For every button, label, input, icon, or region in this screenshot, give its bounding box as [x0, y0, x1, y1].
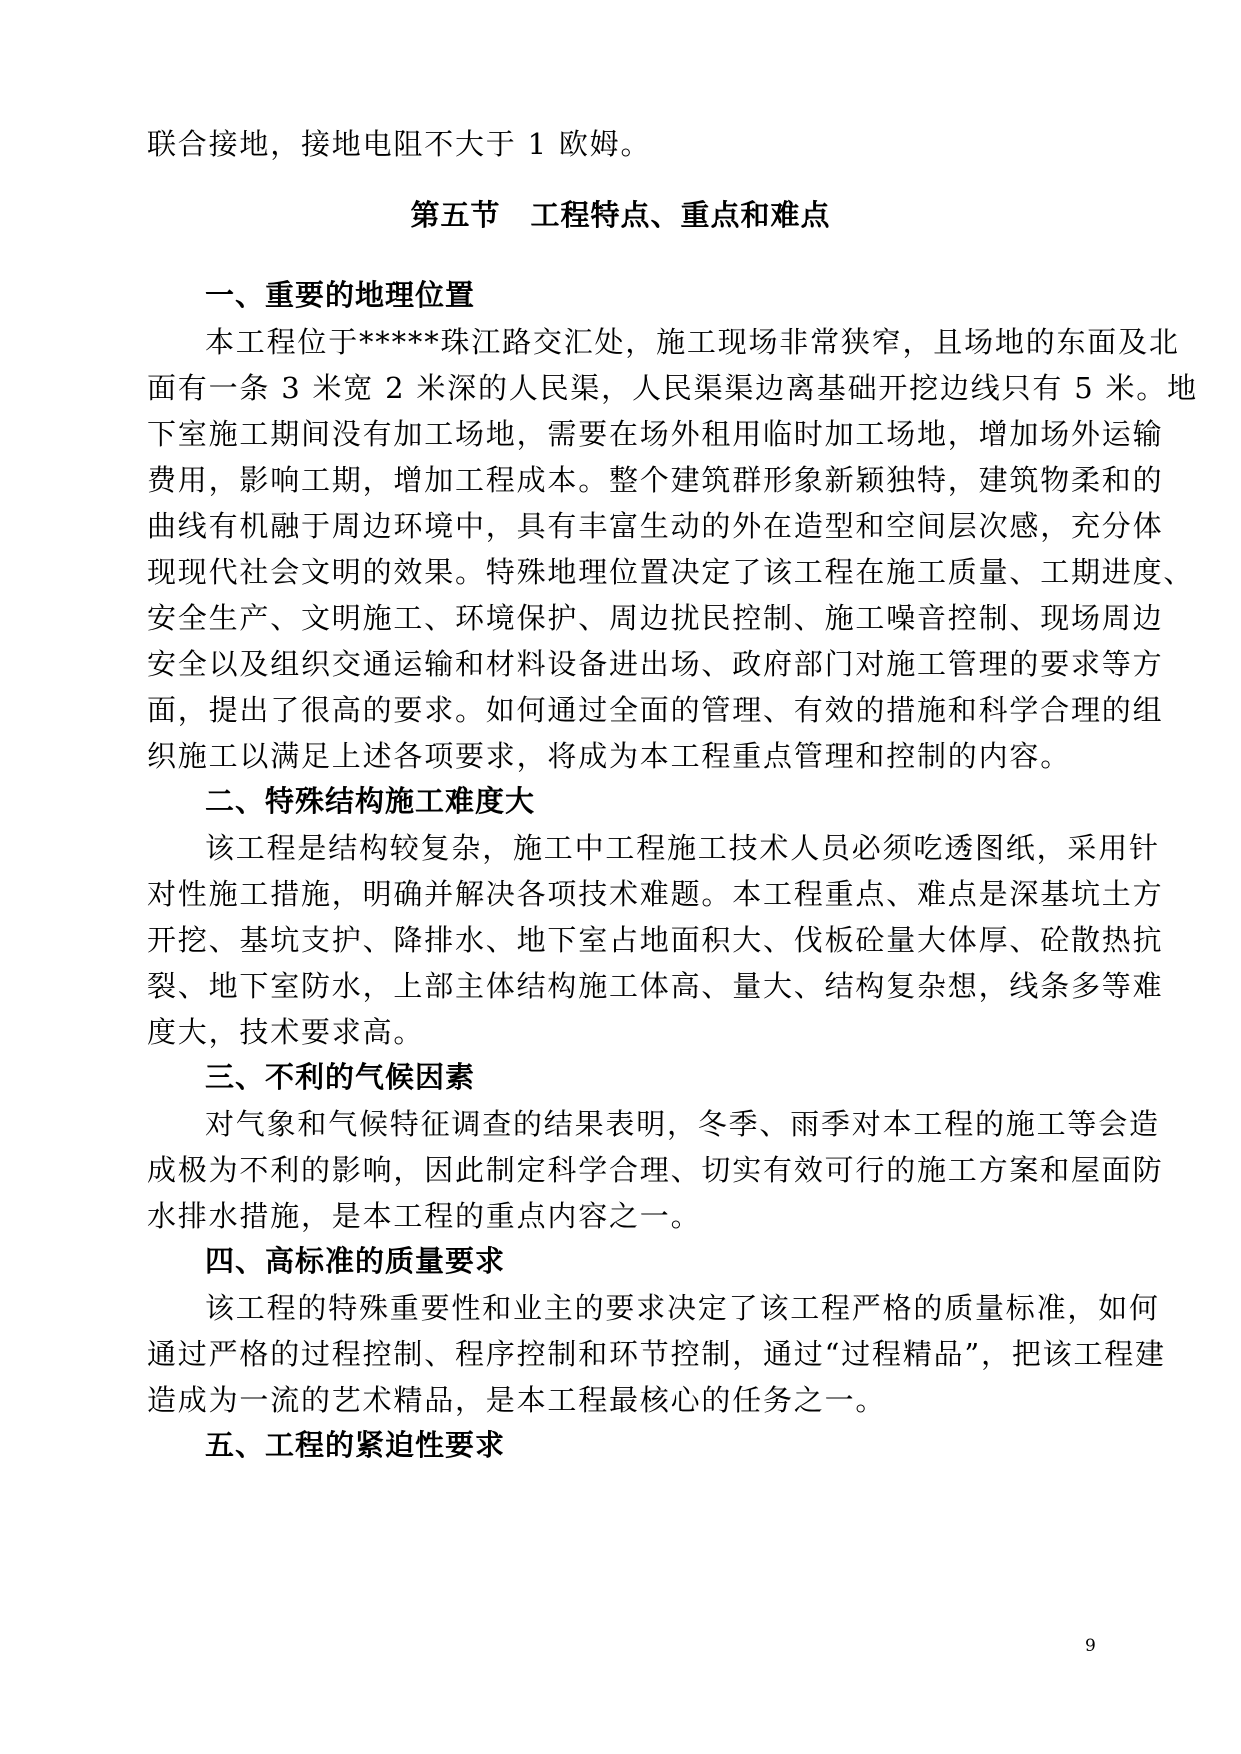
paragraph-line: 造成为一流的艺术精品，是本工程最核心的任务之一。 [147, 1383, 887, 1417]
paragraph-line: 水排水措施，是本工程的重点内容之一。 [147, 1199, 702, 1233]
paragraph-line: 成极为不利的影响，因此制定科学合理、切实有效可行的施工方案和屋面防 [147, 1153, 1164, 1187]
paragraph-line: 该工程的特殊重要性和业主的要求决定了该工程严格的质量标准，如何 [205, 1291, 1160, 1325]
section-heading-4: 四、高标准的质量要求 [205, 1244, 506, 1278]
page-number: 9 [1085, 1636, 1096, 1656]
section-heading-5: 五、工程的紧迫性要求 [205, 1428, 506, 1462]
paragraph-line: 费用，影响工期，增加工程成本。整个建筑群形象新颖独特，建筑物柔和的 [147, 463, 1164, 497]
paragraph-line: 面，提出了很高的要求。如何通过全面的管理、有效的措施和科学合理的组 [147, 693, 1164, 727]
paragraph-line: 曲线有机融于周边环境中，具有丰富生动的外在造型和空间层次感，充分体 [147, 509, 1164, 543]
section-title: 第五节 工程特点、重点和难点 [410, 198, 831, 232]
paragraph-line: 面有一条 3 米宽 2 米深的人民渠，人民渠渠边离基础开挖边线只有 5 米。地 [147, 371, 1198, 405]
section-heading-1: 一、重要的地理位置 [205, 278, 476, 312]
paragraph-line: 下室施工期间没有加工场地，需要在场外租用临时加工场地，增加场外运输 [147, 417, 1164, 451]
paragraph-line: 对性施工措施，明确并解决各项技术难题。本工程重点、难点是深基坑土方 [147, 877, 1164, 911]
paragraph-line: 开挖、基坑支护、降排水、地下室占地面积大、伐板砼量大体厚、砼散热抗 [147, 923, 1164, 957]
paragraph-line: 织施工以满足上述各项要求，将成为本工程重点管理和控制的内容。 [147, 739, 1072, 773]
paragraph-line: 对气象和气候特征调查的结果表明，冬季、雨季对本工程的施工等会造 [205, 1107, 1160, 1141]
paragraph-line: 安全以及组织交通运输和材料设备进出场、政府部门对施工管理的要求等方 [147, 647, 1164, 681]
paragraph-line: 度大，技术要求高。 [147, 1015, 425, 1049]
paragraph-line: 裂、地下室防水，上部主体结构施工体高、量大、结构复杂想，线条多等难 [147, 969, 1164, 1003]
paragraph-line: 本工程位于*****珠江路交汇处，施工现场非常狭窄，且场地的东面及北 [205, 325, 1180, 359]
paragraph-line: 该工程是结构较复杂，施工中工程施工技术人员必须吃透图纸，采用针 [205, 831, 1160, 865]
paragraph-line: 安全生产、文明施工、环境保护、周边扰民控制、施工噪音控制、现场周边 [147, 601, 1164, 635]
paragraph-line: 通过严格的过程控制、程序控制和环节控制，通过“过程精品”，把该工程建 [147, 1337, 1166, 1371]
section-heading-3: 三、不利的气候因素 [205, 1060, 476, 1094]
section-heading-2: 二、特殊结构施工难度大 [205, 784, 536, 818]
paragraph-line: 现现代社会文明的效果。特殊地理位置决定了该工程在施工质量、工期进度、 [147, 555, 1195, 589]
intro-line: 联合接地，接地电阻不大于 1 欧姆。 [147, 127, 652, 161]
